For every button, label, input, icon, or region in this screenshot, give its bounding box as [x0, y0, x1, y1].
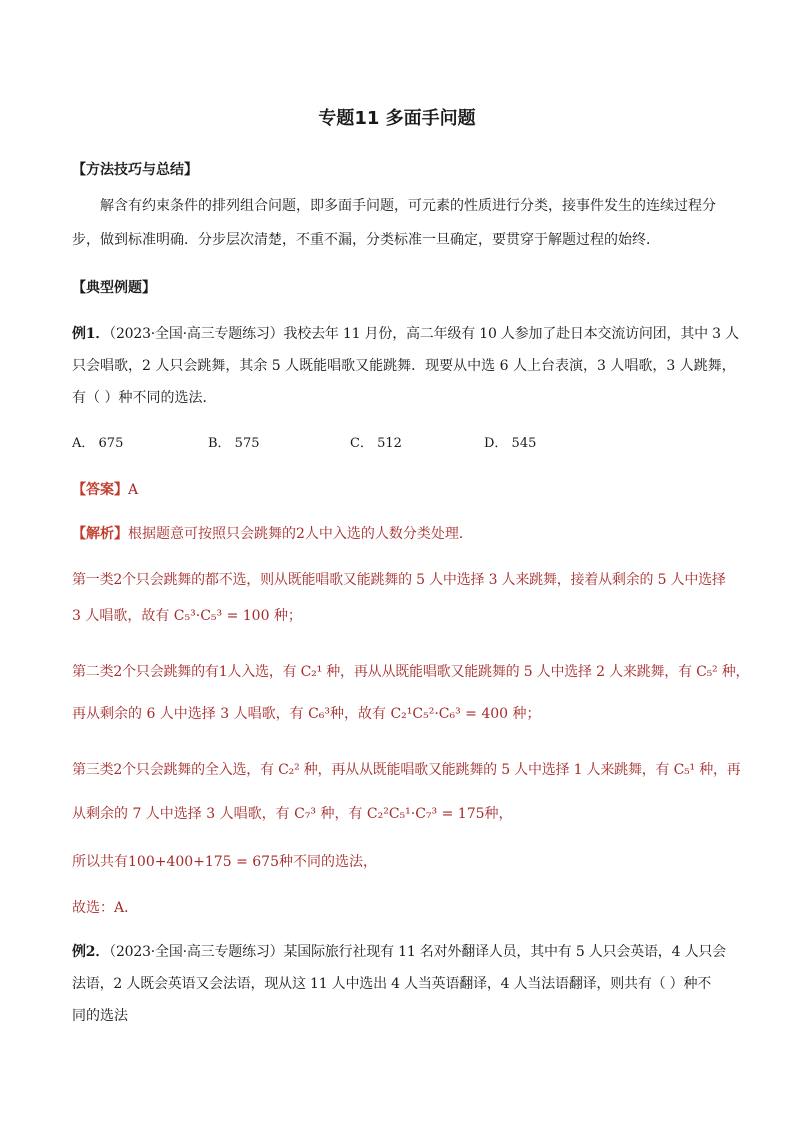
method-paragraph-line-2: 步，做到标准明确．分步层次清楚，不重不漏，分类标准一旦确定，要贯穿于解题过程的始终． [72, 232, 660, 248]
answer-label: 【答案】 [72, 482, 128, 498]
example-1-options [72, 432, 727, 452]
page-title: 专题11 多面手问题 [318, 108, 476, 129]
example-2-line-1 [72, 942, 727, 962]
section-heading-examples: 【典型例题】 [72, 280, 156, 296]
answer-value: A [128, 482, 139, 498]
section-heading-method: 【方法技巧与总结】 [72, 162, 198, 178]
analysis-label: 【解析】 [72, 526, 128, 542]
case-2-line-2: 再从剩余的 6 人中选择 3 人唱歌，有 C₆³种，故有 C₂¹C₅²·C₆³ = 400 种； [72, 706, 541, 722]
example-1-line-1 [72, 324, 739, 344]
analysis-intro: 根据题意可按照只会跳舞的2人中入选的人数分类处理． [128, 526, 473, 542]
example-1-line-2: 只会唱歌，2 人只会跳舞，其余 5 人既能唱歌又能跳舞．现要从中选 6 人上台表演，3 人唱歌，3 人跳舞， [72, 358, 736, 374]
case-1-line-2: 3 人唱歌，故有 C₅³·C₅³ = 100 种； [72, 608, 302, 624]
example-2-line-2: 法语，2 人既会英语又会法语，现从这 11 人中选出 4 人当英语翻译，4 人当法语翻译，则共有（ ）种不 [72, 976, 712, 992]
option-c: C． 512 [350, 436, 402, 451]
case-2-line-1: 第二类2个只会跳舞的有1人入选，有 C₂¹ 种，再从从既能唱歌又能跳舞的 5 人中选择 2 人来跳舞，有 C₅² 种， [72, 664, 750, 680]
example-2-label: 例2． [72, 944, 110, 960]
example-2-line-3: 同的选法 [72, 1008, 128, 1024]
example-1-line-3: 有（ ）种不同的选法． [72, 390, 217, 406]
choose-line: 故选：A． [72, 900, 139, 916]
option-a: A． 675 [72, 436, 124, 451]
total-line: 所以共有100+400+175 = 675种不同的选法， [72, 854, 377, 870]
option-b: B． 575 [208, 436, 260, 451]
case-3-line-1: 第三类2个只会跳舞的全入选，有 C₂² 种，再从从既能唱歌又能跳舞的 5 人中选择 1 人来跳舞，有 C₅¹ 种，再 [72, 762, 741, 778]
case-1-line-1: 第一类2个只会跳舞的都不选，则从既能唱歌又能跳舞的 5 人中选择 3 人来跳舞，接着从剩余的 5 人中选择 [72, 572, 726, 588]
example-2-text: （2023·全国·高三专题练习）某国际旅行社现有 11 名对外翻译人员，其中有 5 人只会英语，4 人只会 [109, 944, 726, 960]
example-1-label: 例1． [72, 326, 110, 342]
case-3-line-2: 从剩余的 7 人中选择 3 人唱歌，有 C₇³ 种，有 C₂²C₅¹·C₇³ = 175种， [72, 806, 513, 822]
method-paragraph-line-1: 解含有约束条件的排列组合问题，即多面手问题，可元素的性质进行分类，接事件发生的连续过程分 [100, 198, 716, 214]
option-d: D． 545 [484, 436, 537, 451]
example-1-text: （2023·全国·高三专题练习）我校去年 11 月份，高二年级有 10 人参加了赴日本交流访问团，其中 3 人 [109, 326, 739, 342]
analysis-line [72, 524, 727, 544]
answer-line [72, 480, 727, 500]
